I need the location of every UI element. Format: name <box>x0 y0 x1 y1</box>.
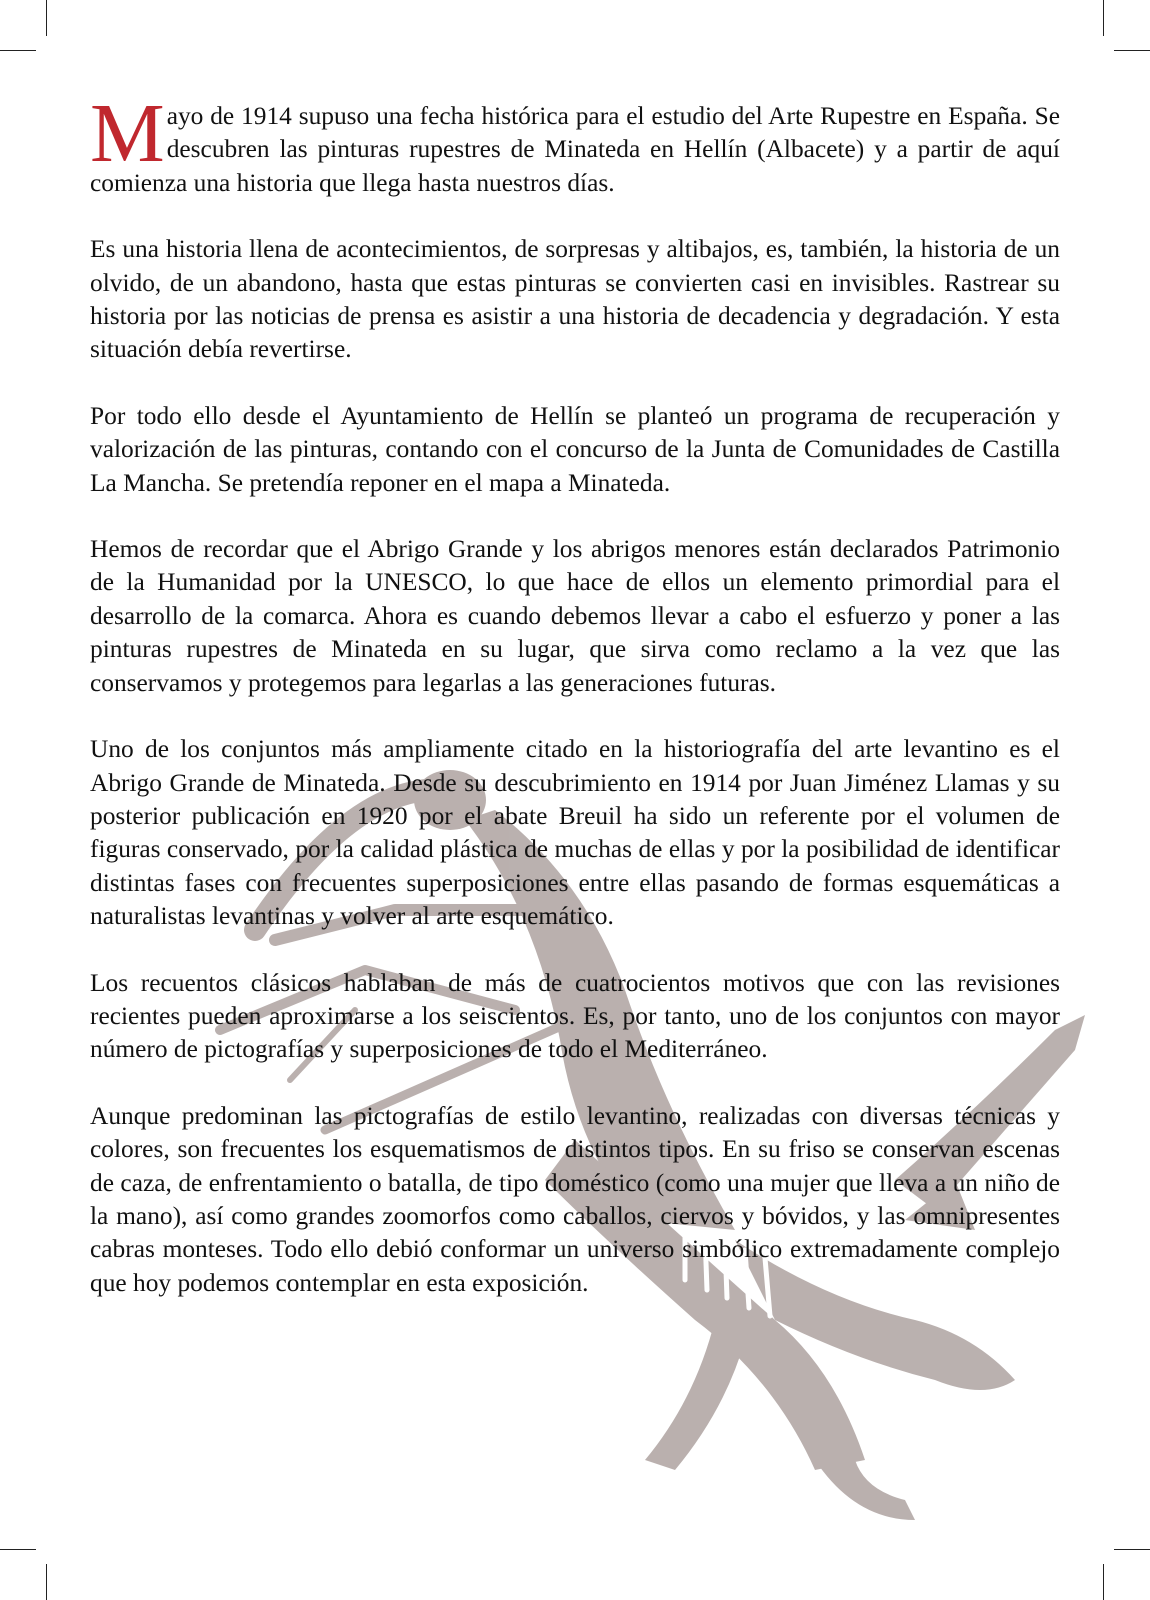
intro-text: ayo de 1914 supuso una fecha histórica para el estudio del Arte Rupestre en España. Se descubren las pinturas rupestres de Minateda en Hellín (Albacete) y a partir de aquí comienza una historia que llega hasta nuestros días. <box>90 102 1060 197</box>
crop-mark-bottom-right-icon <box>1103 1564 1104 1600</box>
crop-mark-top-right-icon <box>1103 0 1104 36</box>
crop-mark-top-left-icon <box>46 0 47 36</box>
crop-mark-top-left-icon <box>0 50 36 51</box>
paragraph: Aunque predominan las pictografías de estilo levantino, realizadas con diversas técnicas y colores, son frecuentes los esquematismos de distintos tipos. En su friso se conservan escenas de caza, de enfrentamiento o batalla, de tipo doméstico (como una mujer que lleva a un niño de la mano), así como grandes zoomorfos como caballos, ciervos y bóvidos, y las omnipresentes cabras monteses. Todo ello debió conformar un universo simbólico extremadamente complejo que hoy podemos contemplar en esta exposición. <box>90 1101 1060 1297</box>
crop-mark-top-right-icon <box>1114 50 1150 51</box>
intro-paragraph <box>90 87 1060 200</box>
article-body <box>90 87 1060 1333</box>
paragraph: Por todo ello desde el Ayuntamiento de Hellín se planteó un programa de recuperación y valorización de las pinturas, contando con el concurso de la Junta de Comunidades de Castilla La Mancha. Se pretendía reponer en el mapa a Minateda. <box>90 401 1060 497</box>
paragraph: Uno de los conjuntos más ampliamente citado en la historiografía del arte levantino es el Abrigo Grande de Minateda. Desde su descubrimiento en 1914 por Juan Jiménez Llamas y su posterior publicación en 1920 por el abate Breuil ha sido un referente por el volumen de figuras conservado, por la calidad plástica de muchas de ellas y por la posibilidad de identificar distintas fases con frecuentes superposiciones entre ellas pasando de formas esquemáticas a naturalistas levantinas y volver al arte esquemático. <box>90 735 1060 931</box>
crop-mark-bottom-left-icon <box>46 1564 47 1600</box>
crop-mark-bottom-right-icon <box>1114 1549 1150 1550</box>
crop-mark-bottom-left-icon <box>0 1549 36 1550</box>
dropcap-letter: M <box>90 87 165 180</box>
paragraph: Los recuentos clásicos hablaban de más de cuatrocientos motivos que con las revisiones recientes pueden aproximarse a los seiscientos. Es, por tanto, uno de los conjuntos con mayor número de pictografías y superposiciones de todo el Mediterráneo. <box>90 968 1060 1064</box>
paragraph: Es una historia llena de acontecimientos, de sorpresas y altibajos, es, también, la historia de un olvido, de un abandono, hasta que estas pinturas se convierten casi en invisibles. Rastrear su historia por las noticias de prensa es asistir a una historia de decadencia y degradación. Y esta situación debía revertirse. <box>90 235 1060 364</box>
paragraph: Hemos de recordar que el Abrigo Grande y los abrigos menores están declarados Patrimonio de la Humanidad por la UNESCO, lo que hace de ellos un elemento primordial para el desarrollo de la comarca. Ahora es cuando debemos llevar a cabo el esfuerzo y poner a las pinturas rupestres de Minateda en su lugar, que sirva como reclamo a la vez que las conservamos y protegemos para legarlas a las generaciones futuras. <box>90 535 1060 697</box>
